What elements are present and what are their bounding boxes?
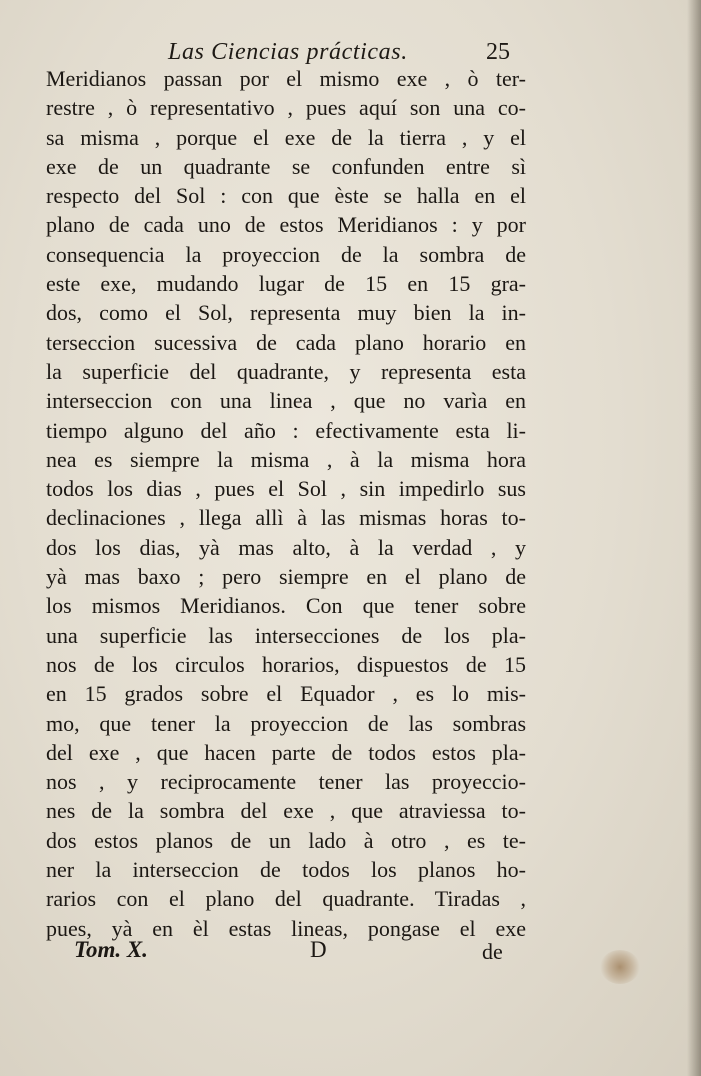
text-line: en 15 grados sobre el Equador , es lo mis- xyxy=(46,681,526,707)
text-line: interseccion con una linea , que no varìa en xyxy=(46,388,526,414)
running-head-title: Las Ciencias prácticas. xyxy=(168,39,408,65)
text-line: nea es siempre la misma , à la misma hora xyxy=(46,446,526,472)
text-line: los mismos Meridianos. Con que tener sobre xyxy=(46,593,526,619)
text-line: mo, que tener la proyeccion de las sombras xyxy=(46,710,526,736)
catchword: de xyxy=(482,939,503,964)
text-line: terseccion sucessiva de cada plano horario en xyxy=(46,329,526,355)
text-line: restre , ò representativo , pues aquí son una co- xyxy=(46,95,526,121)
page-edge-shadow xyxy=(687,0,701,1076)
signature-mark: D xyxy=(310,937,327,962)
text-line: respecto del Sol : con que èste se halla en el xyxy=(46,183,526,209)
text-line: tiempo alguno del año : efectivamente esta li- xyxy=(46,417,526,443)
text-line: exe de un quadrante se confunden entre sì xyxy=(46,153,526,179)
text-line: plano de cada uno de estos Meridianos : y por xyxy=(46,212,526,238)
text-line: ner la interseccion de todos los planos ho- xyxy=(46,857,526,883)
text-line: este exe, mudando lugar de 15 en 15 gra- xyxy=(46,271,526,297)
text-line: nos de los circulos horarios, dispuestos de 15 xyxy=(46,651,526,677)
text-line: la superficie del quadrante, y representa esta xyxy=(46,358,526,384)
text-line: nos , y reciprocamente tener las proyeccio- xyxy=(46,769,526,795)
text-line: sa misma , porque el exe de la tierra , y el xyxy=(46,124,526,150)
volume-label: Tom. X. xyxy=(74,937,148,962)
text-line: dos estos planos de un lado à otro , es te- xyxy=(46,827,526,853)
text-line: nes de la sombra del exe , que atraviessa to- xyxy=(46,798,526,824)
text-line: consequencia la proyeccion de la sombra de xyxy=(46,241,526,267)
text-line: rarios con el plano del quadrante. Tiradas , xyxy=(46,886,526,912)
text-line: todos los dias , pues el Sol , sin impedirlo sus xyxy=(46,476,526,502)
text-line: dos, como el Sol, representa muy bien la in- xyxy=(46,300,526,326)
text-line: del exe , que hacen parte de todos estos pla- xyxy=(46,739,526,765)
body-text xyxy=(46,64,526,943)
page-number: 25 xyxy=(486,39,510,65)
page-footer xyxy=(0,935,701,971)
text-line: una superficie las intersecciones de los pla- xyxy=(46,622,526,648)
text-line: yà mas baxo ; pero siempre en el plano de xyxy=(46,564,526,590)
text-line: pues, yà en èl estas lineas, pongase el exe xyxy=(46,915,526,941)
text-line: declinaciones , llega allì à las mismas horas to- xyxy=(46,505,526,531)
text-line: dos los dias, yà mas alto, à la verdad , y xyxy=(46,534,526,560)
text-line: Meridianos passan por el mismo exe , ò ter- xyxy=(46,66,526,91)
